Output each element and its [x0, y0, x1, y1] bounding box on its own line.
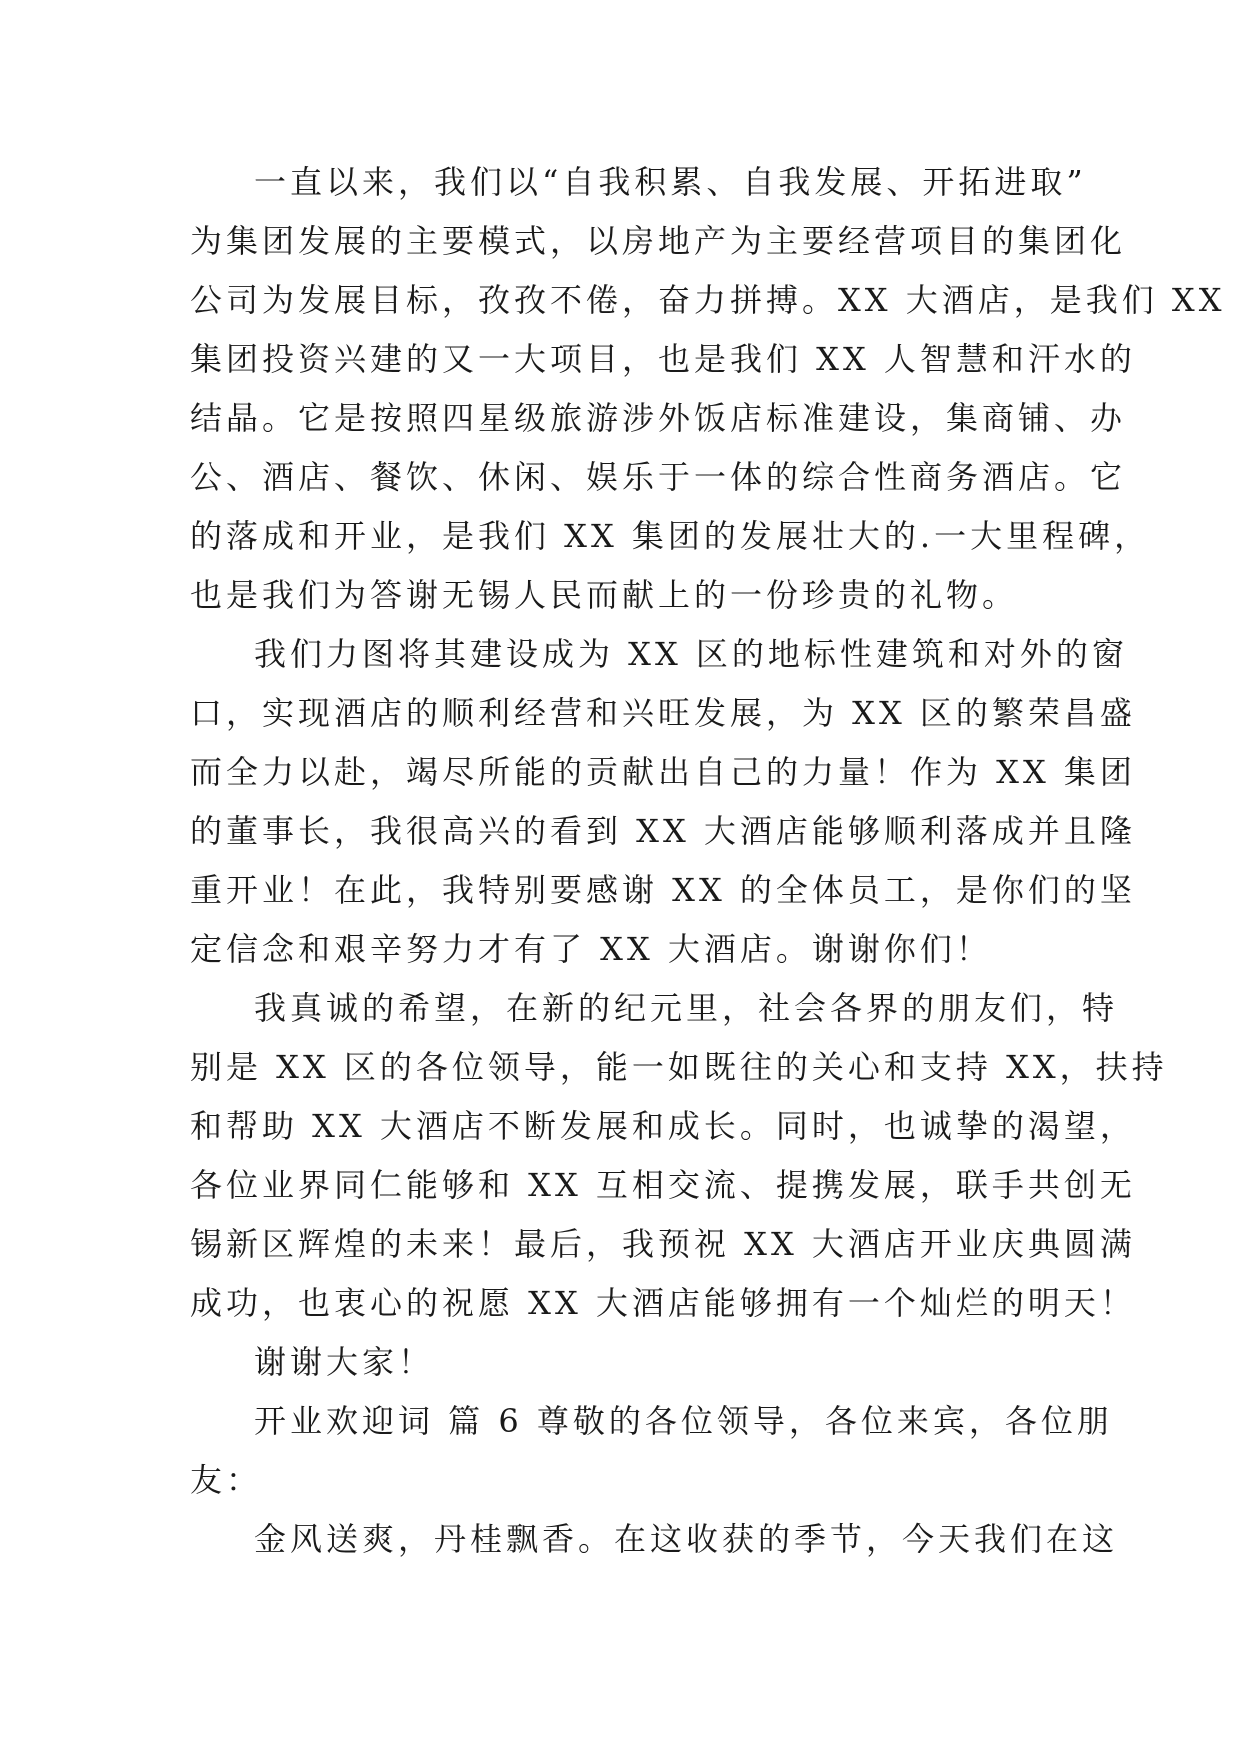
text-line: 成功，也衷心的祝愿 XX 大酒店能够拥有一个灿烂的明天！	[190, 1284, 1136, 1322]
text-line: 为集团发展的主要模式，以房地产为主要经营项目的集团化	[190, 222, 1127, 260]
text-line: 公、酒店、餐饮、休闲、娱乐于一体的综合性商务酒店。它	[190, 458, 1127, 496]
paragraph	[190, 1392, 1113, 1510]
text-line: 金风送爽，丹桂飘香。在这收获的季节，今天我们在这	[254, 1520, 1119, 1558]
text-line: 和帮助 XX 大酒店不断发展和成长。同时，也诚挚的渴望，	[190, 1107, 1136, 1145]
paragraph	[190, 979, 1168, 1333]
text-line: 友：	[190, 1461, 263, 1499]
text-line: 也是我们为答谢无锡人民而献上的一份珍贵的礼物。	[190, 576, 1019, 614]
text-line: 重开业！在此，我特别要感谢 XX 的全体员工，是你们的坚	[190, 871, 1136, 909]
paragraph	[190, 153, 1226, 625]
text-line: 定信念和艰辛努力才有了 XX 大酒店。谢谢你们！	[190, 930, 992, 968]
text-line: 结晶。它是按照四星级旅游涉外饭店标准建设，集商铺、办	[190, 399, 1127, 437]
paragraph	[190, 625, 1136, 979]
text-line: 口，实现酒店的顺利经营和兴旺发展，为 XX 区的繁荣昌盛	[190, 694, 1136, 732]
text-line: 我真诚的希望，在新的纪元里，社会各界的朋友们，特	[254, 989, 1119, 1027]
document-body	[190, 153, 1226, 1569]
paragraph	[190, 1333, 1060, 1392]
text-line: 公司为发展目标，孜孜不倦，奋力拼搏。XX 大酒店，是我们 XX	[190, 281, 1226, 319]
text-line: 别是 XX 区的各位领导，能一如既往的关心和支持 XX，扶持	[190, 1048, 1168, 1086]
text-line: 开业欢迎词 篇 6 尊敬的各位领导，各位来宾，各位朋	[254, 1402, 1113, 1440]
text-line: 一直以来，我们以“自我积累、自我发展、开拓进取”	[254, 163, 1087, 201]
text-line: 的落成和开业，是我们 XX 集团的发展壮大的.一大里程碑，	[190, 517, 1151, 555]
text-line: 集团投资兴建的又一大项目，也是我们 XX 人智慧和汗水的	[190, 340, 1136, 378]
text-line: 我们力图将其建设成为 XX 区的地标性建筑和对外的窗	[254, 635, 1128, 673]
text-line: 的董事长，我很高兴的看到 XX 大酒店能够顺利落成并且隆	[190, 812, 1136, 850]
text-line: 锡新区辉煌的未来！最后，我预祝 XX 大酒店开业庆典圆满	[190, 1225, 1136, 1263]
text-line: 各位业界同仁能够和 XX 互相交流、提携发展，联手共创无	[190, 1166, 1136, 1204]
paragraph	[190, 1510, 1119, 1569]
text-line: 谢谢大家！	[254, 1343, 435, 1381]
text-line: 而全力以赴，竭尽所能的贡献出自己的力量！作为 XX 集团	[190, 753, 1136, 791]
